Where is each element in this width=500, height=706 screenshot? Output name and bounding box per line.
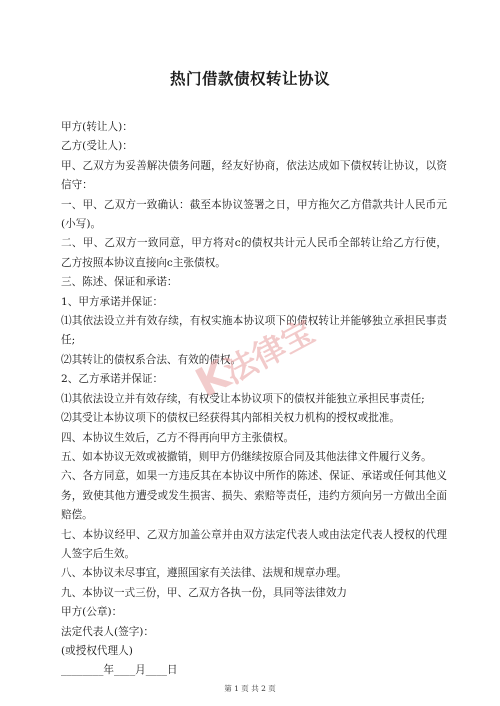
paragraph-clause-6: 六、各方同意，如果一方违反其在本协议中所作的陈述、保证、承诺或任何其他义务，致使其他方遭受或发生损害、损失、索赔等责任，违约方须向另一方做出全面赔偿。: [61, 470, 447, 522]
paragraph-clause-3-2-b: ⑵其受让本协议项下的债权已经获得其内部相关权力机构的授权或批准。: [61, 412, 400, 425]
paragraph-clause-4: 四、本协议生效后，乙方不得再向甲方主张债权。: [61, 431, 295, 444]
paragraph-clause-3-1: 1、甲方承诺并保证：: [61, 295, 164, 308]
paragraph-clause-2: 二、甲、乙双方一致同意，甲方将对c的债权共计元人民币全部转让给乙方行使，乙方按照本协议直接向c主张债权。: [61, 237, 447, 269]
signature-date: ________年____月____日: [61, 664, 178, 677]
paragraph-party-a: 甲方(转让人)：: [61, 121, 133, 133]
paragraph-clause-3-1-a: ⑴其依法设立并有效存续，有权实施本协议项下的债权转让并能够独立承担民事责任;: [61, 315, 447, 347]
page-number: 第 1 页 共 2 页: [224, 684, 276, 693]
paragraph-clause-5: 五、如本协议无效或被撤销，则甲方仍继续按原合同及其他法律文件履行义务。: [61, 450, 432, 463]
document-body: [61, 118, 447, 681]
svg-text:法律宝: 法律宝: [217, 312, 321, 392]
paragraph-clause-7: 七、本协议经甲、乙双方加盖公章并由双方法定代表人或由法定代表人授权的代理人签字后生效。: [61, 528, 447, 560]
document-title: 热门借款债权转让协议: [169, 70, 330, 88]
paragraph-party-b: 乙方(受让人)：: [61, 140, 133, 153]
paragraph-clause-3-2: 2、乙方承诺并保证：: [61, 373, 164, 386]
paragraph-clause-3: 三、陈述、保证和承诺：: [61, 276, 178, 289]
paragraph-clause-1: 一、甲、乙双方一致确认：截至本协议签署之日，甲方拖欠乙方借款共计人民币元(小写)。: [61, 198, 447, 231]
paragraph-clause-3-2-a: ⑴其依法设立并有效存续，有权受让本协议项下的债权并能独立承担民事责任;: [61, 392, 425, 405]
paragraph-preamble: 甲、乙双方为妥善解决债务问题，经友好协商，依法达成如下债权转让协议，以资信守：: [61, 159, 447, 192]
signature-party-a-seal: 甲方(公章)：: [61, 606, 123, 619]
svg-text:K: K: [188, 351, 238, 407]
paragraph-clause-3-1-b: ⑵其转让的债权系合法、有效的债权。: [61, 353, 242, 366]
paragraph-clause-9: 九、本协议一式三份，甲、乙双方各执一份，具同等法律效力: [61, 586, 348, 599]
signature-legal-rep: 法定代表人(签字)：: [61, 625, 155, 638]
paragraph-clause-8: 八、本协议未尽事宜，遵照国家有关法律、法规和规章办理。: [61, 567, 348, 580]
signature-authorized-agent: (或授权代理人): [61, 644, 133, 657]
